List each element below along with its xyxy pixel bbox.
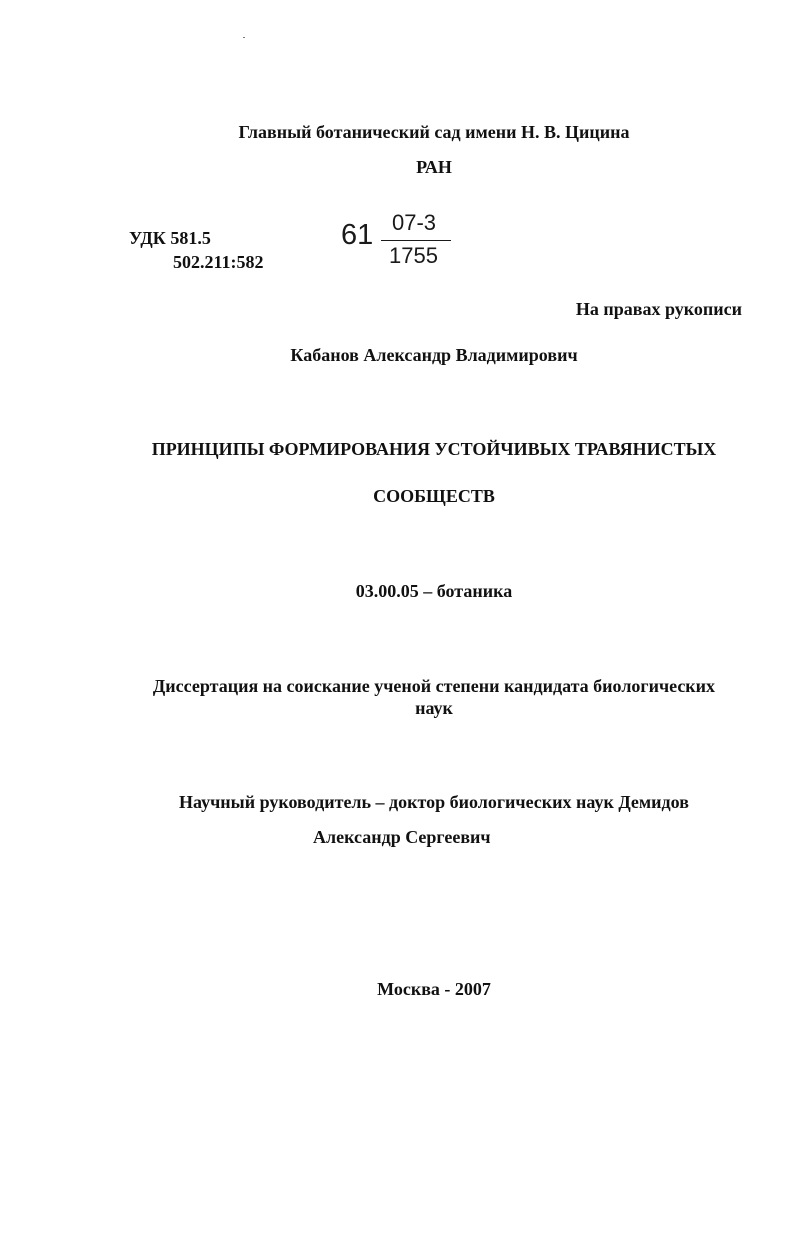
udc-line-2: 502.211:582 xyxy=(173,252,264,272)
stamp-numerator: 07-3 xyxy=(392,210,437,235)
institution-name: Главный ботанический сад имени Н. В. Цицина xyxy=(238,122,630,142)
manuscript-note: На правах рукописи xyxy=(575,299,742,319)
supervisor-line-2: Александр Сергеевич xyxy=(313,827,491,847)
stamp-prefix: 61 xyxy=(341,219,374,251)
title-line-2: СООБЩЕСТВ xyxy=(373,486,495,506)
udc-line-1: УДК 581.5 xyxy=(129,228,211,248)
title-line-1: ПРИНЦИПЫ ФОРМИРОВАНИЯ УСТОЙЧИВЫХ ТРАВЯНИСТЫХ xyxy=(151,439,717,459)
academy-name: РАН xyxy=(416,157,452,177)
stamp-fraction-bar xyxy=(381,240,451,241)
place-year: Москва - 2007 xyxy=(377,979,491,999)
scan-speck xyxy=(243,37,245,38)
supervisor-line-1: Научный руководитель – доктор биологических наук Демидов xyxy=(179,792,689,812)
specialty: 03.00.05 – ботаника xyxy=(355,581,513,601)
degree-line-2: наук xyxy=(415,698,453,718)
author-name: Кабанов Александр Владимирович xyxy=(290,345,578,365)
stamp-denominator: 1755 xyxy=(389,243,438,268)
degree-line-1: Диссертация на соискание ученой степени кандидата биологических xyxy=(152,676,716,696)
